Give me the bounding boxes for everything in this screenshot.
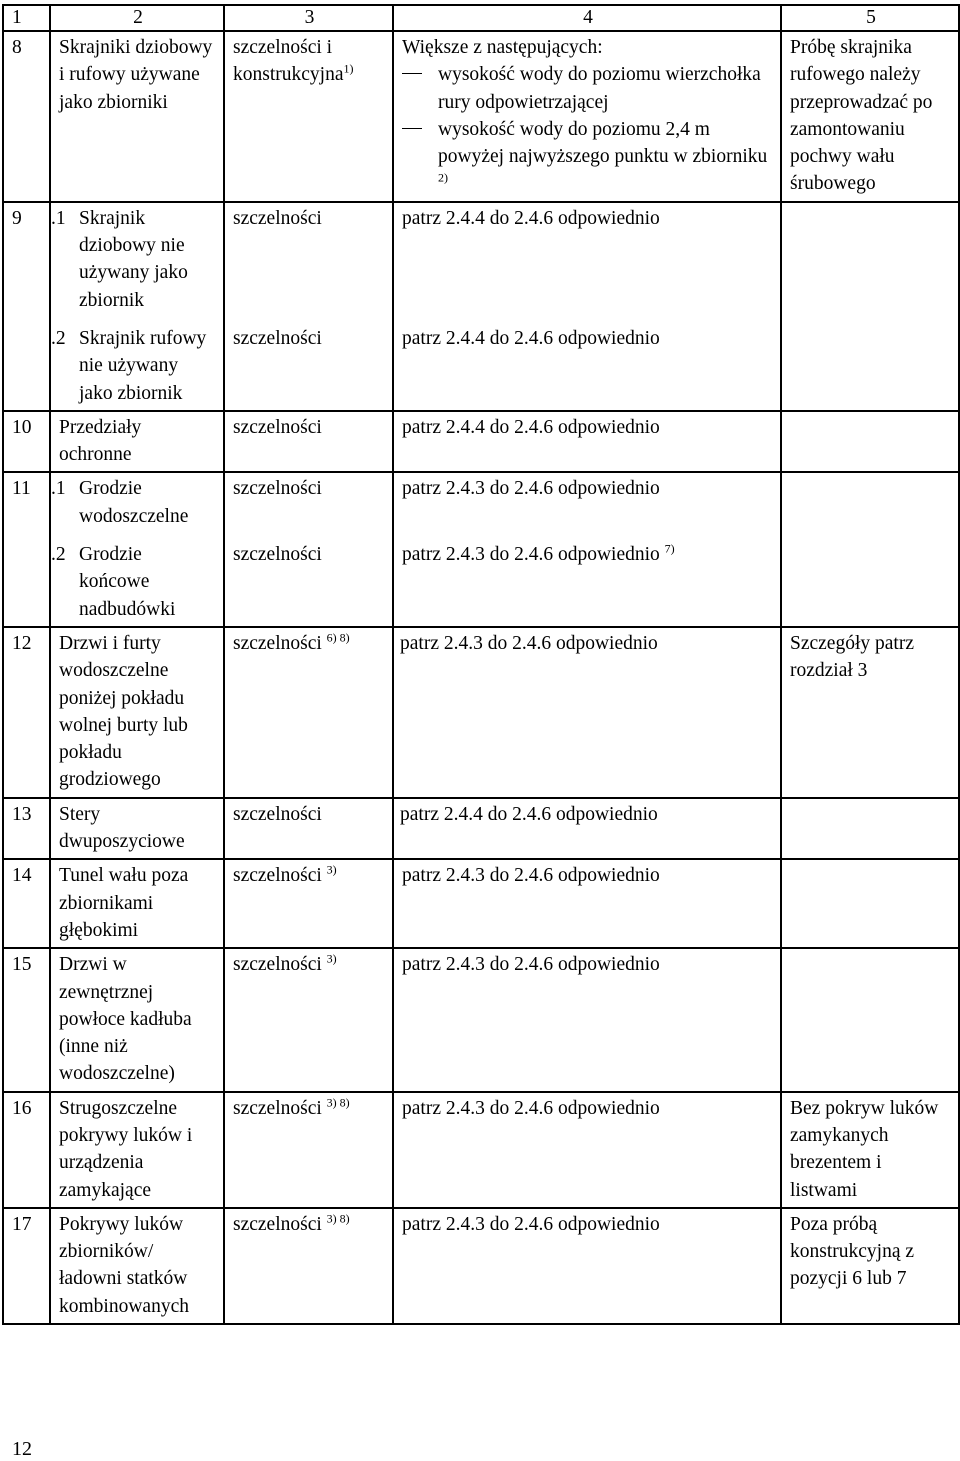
footnote-ref: 3) 8) [326,1095,350,1110]
remarks: Próbę skrajnika rufowego należy przeprowadzać po zamontowaniu pochwy wału śrubowego [781,31,959,202]
test-height: patrz 2.4.3 do 2.4.6 odpowiednio [393,472,781,533]
test-type: szczelności $^{3) 8)}$ [224,1208,393,1324]
table-row [3,1092,959,1208]
row-number [3,317,50,411]
remarks: Bez pokryw luków zamykanych brezentem i listwami [781,1092,959,1208]
footnote-ref: 3) 8) [326,1211,350,1226]
test-height: Większe z następujących: wysokość wody do poziomu wierzchołka rury odpowietrzającej wysokość wody do poziomu 2,4 m powyżej najwyższego punktu w zbiorniku $^{2)}$ [393,31,781,202]
height-item: wysokość wody do poziomu 2,4 m powyżej najwyższego punktu w zbiorniku $^{2)}$ [402,116,774,198]
item-name: Drzwi i furty wodoszczelne poniżej pokładu wolnej burty lub pokładu grodziowego [50,627,224,798]
test-type: szczelności $^{3) 8)}$ [224,1092,393,1208]
test-height: patrz 2.4.3 do 2.4.6 odpowiednio $^{7)}$ [393,533,781,627]
remarks [781,948,959,1091]
row-number [3,533,50,627]
row-number: 17 [3,1208,50,1324]
item-name: Tunel wału poza zbiornikami głębokimi [50,859,224,948]
footnote-ref: 6) 8) [326,630,350,645]
test-type: szczelności [224,472,393,533]
footnote-ref: 7) [664,541,675,556]
table-row [3,948,959,1091]
header-col-2: 2 [50,5,224,31]
item-name: Przedziały ochronne [50,411,224,473]
test-height: patrz 2.4.3 do 2.4.6 odpowiednio [393,1092,781,1208]
remarks [781,202,959,317]
test-height: patrz 2.4.3 do 2.4.6 odpowiednio [393,1208,781,1324]
test-height: patrz 2.4.4 do 2.4.6 odpowiednio [393,202,781,317]
header-col-5: 5 [781,5,959,31]
test-requirements-table [2,4,960,1325]
header-col-4: 4 [393,5,781,31]
test-height: patrz 2.4.3 do 2.4.6 odpowiednio [393,859,781,948]
remarks: Poza próbą konstrukcyjną z pozycji 6 lub 7 [781,1208,959,1324]
test-type: szczelności [224,202,393,317]
test-height: patrz 2.4.3 do 2.4.6 odpowiednio [393,627,781,798]
test-type: szczelności i konstrukcyjna$^{1)}$ [224,31,393,202]
table-row [3,859,959,948]
footnote-ref: 2) [438,170,448,185]
table-row [3,627,959,798]
item-name: .2 Skrajnik rufowy nie używany jako zbiornik [50,317,224,411]
row-number: 11 [3,472,50,533]
remarks [781,472,959,533]
footnote-ref: 3) [326,951,337,966]
remarks [781,533,959,627]
height-item: wysokość wody do poziomu wierzchołka rury odpowietrzającej [402,61,774,116]
item-name: Drzwi w zewnętrznej powłoce kadłuba (inne niż wodoszczelne) [50,948,224,1091]
table-row [3,317,959,411]
test-height: patrz 2.4.3 do 2.4.6 odpowiednio [393,948,781,1091]
page-number: 12 [12,1438,32,1460]
test-height: patrz 2.4.4 do 2.4.6 odpowiednio [393,798,781,860]
table-header-row [3,5,959,31]
remarks [781,859,959,948]
remarks: Szczegóły patrz rozdział 3 [781,627,959,798]
test-type: szczelności $^{3)}$ [224,859,393,948]
row-number: 14 [3,859,50,948]
table-row [3,533,959,627]
footnote-ref: 1) [343,61,354,76]
row-number: 9 [3,202,50,317]
table-row [3,31,959,202]
test-type: szczelności [224,798,393,860]
table-row [3,411,959,473]
test-type: szczelności [224,317,393,411]
footnote-ref: 3) [326,862,337,877]
row-number: 13 [3,798,50,860]
header-col-3: 3 [224,5,393,31]
table-row [3,472,959,533]
test-type: szczelności [224,411,393,473]
header-col-1: 1 [3,5,50,31]
item-name: Skrajniki dziobowy i rufowy używane jako zbiorniki [50,31,224,202]
item-name: Stery dwuposzyciowe [50,798,224,860]
item-name: .2 Grodzie końcowe nadbudówki [50,533,224,627]
remarks [781,317,959,411]
test-height: patrz 2.4.4 do 2.4.6 odpowiednio [393,317,781,411]
row-number: 10 [3,411,50,473]
test-type: szczelności $^{6) 8)}$ [224,627,393,798]
item-name: Strugoszczelne pokrywy luków i urządzenia zamykające [50,1092,224,1208]
item-name: .1 Grodzie wodoszczelne [50,472,224,533]
item-name: .1 Skrajnik dziobowy nie używany jako zbiornik [50,202,224,317]
row-number: 16 [3,1092,50,1208]
row-number: 12 [3,627,50,798]
row-number: 15 [3,948,50,1091]
remarks [781,798,959,860]
remarks [781,411,959,473]
item-name: Pokrywy luków zbiorników/ ładowni statków kombinowanych [50,1208,224,1324]
test-type: szczelności $^{3)}$ [224,948,393,1091]
table-row [3,202,959,317]
table-row [3,798,959,860]
row-number: 8 [3,31,50,202]
table-row [3,1208,959,1324]
test-type: szczelności [224,533,393,627]
test-height: patrz 2.4.4 do 2.4.6 odpowiednio [393,411,781,473]
